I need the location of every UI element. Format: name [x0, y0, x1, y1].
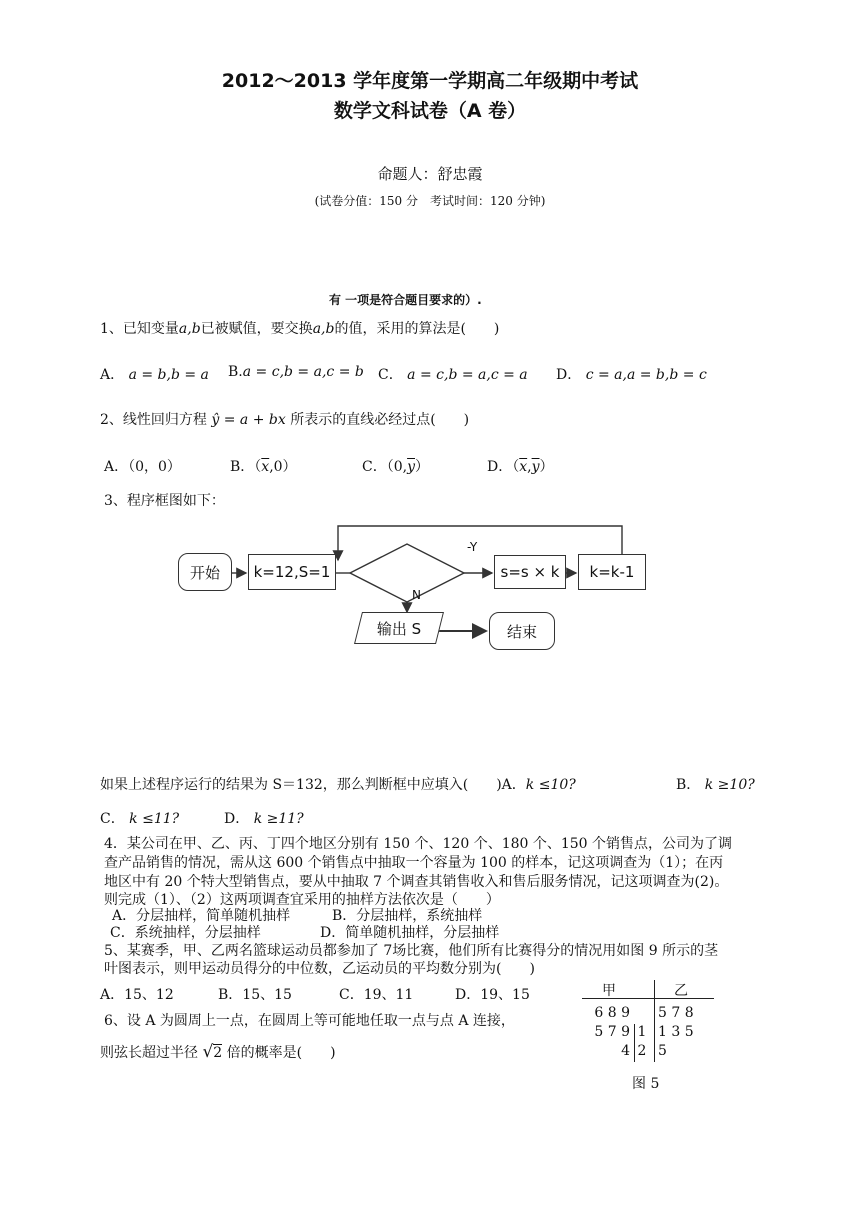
flow-init: k=12,S=1: [248, 554, 336, 590]
q2-option-d: [487, 456, 554, 476]
q5-line1: 5、某赛季，甲、乙两名篮球运动员都参加了 7场比赛，他们所有比赛得分的情况用如图 9 所示的茎: [104, 943, 719, 959]
q1-option-b-label: B.: [228, 364, 243, 380]
flow-yes-text: Y: [469, 540, 478, 554]
q2-option-d-sep: ,: [527, 459, 532, 475]
q5-option-b: B．15、15: [218, 987, 292, 1003]
flow-yes-label: -Y: [467, 540, 478, 554]
flow-no-label: N: [412, 588, 421, 602]
sqrt-symbol: √: [202, 1042, 214, 1062]
q3-option-d-text: k ≥11?: [253, 811, 304, 827]
flow-decrement: k=k-1: [578, 554, 646, 590]
q1-stem-c: 的值，采用的算法是( ): [334, 321, 500, 337]
q3-option-b-text: k ≥10?: [704, 777, 755, 793]
stem-leaf-left-row3: 4: [621, 1043, 630, 1059]
q2-option-b-end: ,0）: [269, 459, 297, 475]
q1-option-c-label: C．: [378, 367, 403, 383]
q1-var2: a,b: [312, 321, 335, 337]
q2-equation: ŷ = a + bx: [211, 412, 286, 428]
q2-option-b-label: B．（: [230, 459, 262, 475]
q4-option-b: B．分层抽样，系统抽样: [332, 908, 483, 924]
q4-option-a: A．分层抽样，简单随机抽样: [112, 908, 291, 924]
q3-option-d-label: D．: [224, 811, 250, 827]
stem-leaf-stem-line: [634, 1024, 635, 1062]
q3-question: [100, 774, 576, 794]
q3-option-a: k ≤10?: [525, 777, 576, 793]
q6-line1: 6、设 A 为圆周上一点，在圆周上等可能地任取一点与点 A 连接，: [104, 1013, 515, 1029]
q6-line2-a: 则弦长超过半径: [100, 1045, 198, 1061]
q1-stem-b: 已被赋值，要交换: [200, 321, 313, 337]
section-note: 有 一项是符合题目要求的）.: [329, 293, 482, 307]
q5-option-c: C．19、11: [339, 987, 414, 1003]
q5-line2: 叶图表示，则甲运动员得分的中位数，乙运动员的平均数分别为( ): [104, 961, 535, 977]
q2-stem: [100, 409, 469, 429]
q1-option-d-label: D．: [556, 367, 582, 383]
q6-radical: 2: [213, 1045, 223, 1061]
flow-output-text: 输出 S: [376, 619, 422, 638]
stem-leaf-right-row3: 5: [658, 1043, 667, 1059]
q2-option-c-end: ）: [415, 459, 429, 475]
q1-option-b-text: a = c,b = a,c = b: [242, 364, 364, 380]
exam-subtitle: 数学文科试卷（A 卷）: [333, 100, 527, 122]
q4-line3: 地区中有 20 个特大型销售点，要从中抽取 7 个调查其销售收入和售后服务情况，记这项调查为(2)。: [104, 874, 729, 890]
stem-leaf-stem-row2: 1: [637, 1024, 647, 1040]
figure-caption: 图 5: [632, 1076, 660, 1092]
flow-assign: s=s × k: [494, 555, 566, 589]
q1-option-d: [556, 364, 707, 384]
stem-leaf-stem-row3: 2: [637, 1043, 647, 1059]
flow-start: 开始: [178, 553, 232, 591]
author-line: 命题人：舒忠霞: [377, 165, 483, 183]
q3-option-b: [676, 774, 755, 794]
q5-option-a: A．15、12: [100, 987, 174, 1003]
q2-option-c-var: $\overline{y}$: [407, 459, 415, 475]
q2-option-d-y: $\overline{y}$: [531, 459, 540, 475]
q4-option-d: D．简单随机抽样，分层抽样: [320, 925, 500, 941]
q3-question-text: 如果上述程序运行的结果为 S＝132，那么判断框中应填入( )A．: [100, 777, 526, 793]
q3-option-b-label: B．: [676, 777, 701, 793]
q1-option-d-text: c = a,a = b,b = c: [585, 367, 707, 383]
q1-option-b: [228, 364, 364, 380]
q6-line2-b: 倍的概率是( ): [226, 1045, 336, 1061]
q1-stem-a: 1、已知变量: [100, 321, 179, 337]
q1-option-a: [100, 364, 209, 384]
q2-stem-b: 所表示的直线必经过点( ): [290, 412, 470, 428]
stem-leaf-left-row1: 6 8 9: [594, 1005, 630, 1021]
q2-option-b: [230, 456, 297, 476]
exam-info: (试卷分值：150 分 考试时间：120 分钟): [314, 194, 546, 208]
stem-leaf-right-row1: 5 7 8: [658, 1005, 694, 1021]
q3-stem: 3、程序框图如下：: [104, 493, 225, 509]
q4-option-c: C．系统抽样，分层抽样: [110, 925, 261, 941]
q3-option-d: [224, 808, 304, 828]
q2-option-a: A．（0，0）: [104, 459, 181, 475]
stem-leaf-divider: [654, 980, 655, 1062]
q1-var1: a,b: [178, 321, 201, 337]
q2-option-b-var: $\overline{x}$: [261, 459, 270, 475]
q1-option-c: [378, 364, 528, 384]
flow-end: 结束: [489, 612, 555, 650]
q2-option-d-x: $\overline{x}$: [519, 459, 528, 475]
q2-option-c: [362, 456, 429, 476]
q6-line2: [100, 1042, 336, 1062]
stem-leaf-right-row2: 1 3 5: [658, 1024, 694, 1040]
stem-leaf-left-row2: 5 7 9: [594, 1024, 630, 1040]
condition-diamond: [350, 544, 464, 602]
q3-option-c-label: C．: [100, 811, 125, 827]
q1-option-a-text: a = b,b = a: [128, 367, 209, 383]
q1-option-c-text: a = c,b = a,c = a: [407, 367, 528, 383]
q3-option-c-text: k ≤11?: [129, 811, 180, 827]
exam-title: 2012～2013 学年度第一学期高二年级期中考试: [221, 70, 639, 92]
stem-leaf-head-right: 乙: [674, 983, 688, 999]
q2-option-d-label: D．（: [487, 459, 520, 475]
q4-line1: 4．某公司在甲、乙、丙、丁四个地区分别有 150 个、120 个、180 个、150 个销售点，公司为了调: [104, 836, 733, 852]
q5-option-d: D．19、15: [455, 987, 530, 1003]
q4-line4: 则完成（1）、（2）这两项调查宜采用的抽样方法依次是（ ）: [104, 892, 500, 908]
q2-option-c-label: C．（: [362, 459, 394, 475]
q4-line2: 查产品销售的情况，需从这 600 个销售点中抽取一个容量为 100 的样本，记这项调查为（1）；在丙: [104, 855, 724, 871]
stem-leaf-plot: [582, 980, 714, 1062]
q1-stem: [100, 318, 499, 338]
stem-leaf-head-left: 甲: [602, 983, 616, 999]
flow-output: [354, 612, 444, 644]
q2-option-d-end: ）: [539, 459, 554, 475]
q2-stem-a: 2、线性回归方程: [100, 412, 207, 428]
q3-option-c: [100, 808, 179, 828]
q1-option-a-label: A．: [100, 367, 125, 383]
q2-option-c-start: 0,: [393, 459, 408, 475]
